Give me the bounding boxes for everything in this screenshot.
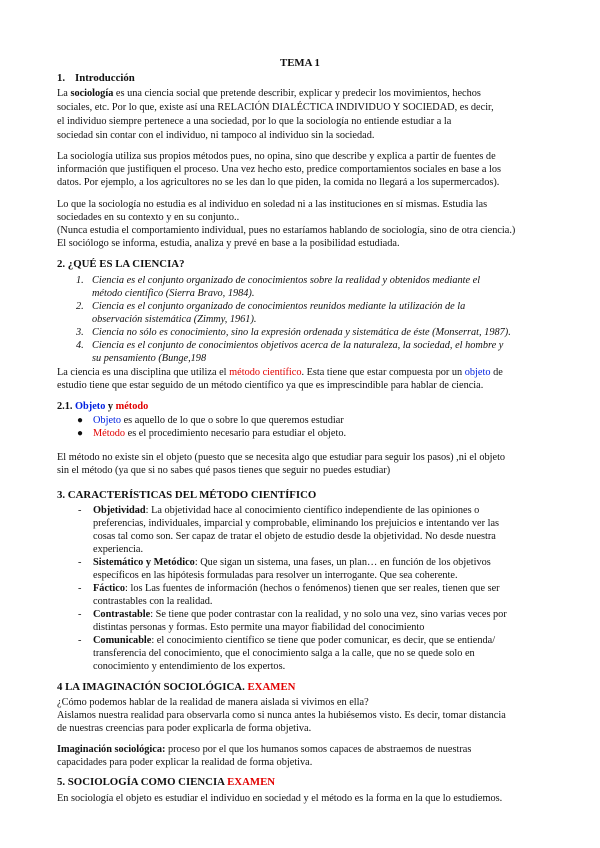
- imaginacion-def-line2: capacidades para poder explicar la realidad de forma objetiva.: [57, 757, 313, 768]
- section-4-heading: 4 LA IMAGINACIÓN SOCIOLÓGICA. EXAMEN: [57, 681, 296, 693]
- s21-para-line2: sin el método (ya que si no sabes qué pasos tienes que seguir no puedes estudiar): [57, 465, 391, 476]
- examen-tag: EXAMEN: [247, 681, 296, 693]
- contrastable-line2: distintas personas y formas. Esto permite una mayor fiabilidad del conocimiento: [93, 622, 425, 633]
- section-1-number: 1.: [57, 72, 66, 84]
- factico-line2: contrastables con la realidad.: [93, 596, 213, 607]
- examen-tag: EXAMEN: [227, 776, 276, 788]
- s1-p2-line3: datos. Por ejemplo, a los agricultores no se les dan lo que piden, la comida no llegará a los supermercados).: [57, 177, 500, 188]
- s1-p3-line3: (Nunca estudia el comportamiento individual, pues no estaríamos hablando de sociología, sino de otra ciencia.): [57, 225, 516, 236]
- dash-marker: -: [78, 635, 82, 646]
- comunicable-line2: transferencia del conocimiento, que el conocimiento salga a la calle, que no se quede solo en: [93, 648, 475, 659]
- s21-para-line1: El método no existe sin el objeto (puesto que se necesita algo que estudiar para seguir los pasos) ,ni el objeto: [57, 452, 506, 463]
- bullet-objeto: Objeto es aquello de lo que o sobre lo que queremos estudiar: [93, 415, 344, 426]
- dash-marker: -: [78, 583, 82, 594]
- def-1-line1: Ciencia es el conjunto organizado de conocimientos sobre la realidad y obtenidos mediante el: [92, 275, 481, 286]
- sistematico-line2: específicos en las hipótesis formuladas para resolver un interrogante. Que sea coherente.: [93, 570, 458, 581]
- section-1-heading: Introducción: [75, 72, 135, 84]
- objetividad-line1: Objetividad: La objetividad hace al conocimiento científico independiente de las opiniones o: [93, 505, 480, 516]
- bullet-icon: ●: [77, 428, 84, 439]
- def-1-line2: método científico (Sierra Bravo, 1984).: [92, 288, 255, 299]
- def-2-number: 2.: [76, 301, 84, 312]
- s1-p3-line4: El sociólogo se informa, estudia, analiza y prevé en base a la posibilidad estudiada.: [57, 238, 400, 249]
- s2-para-line2: estudio tiene que estar seguido de un método científico ya que es imprescindible para hablar de ciencia.: [57, 380, 484, 391]
- s1-p3-line2: sociedades en su contexto y en su conjunto..: [57, 212, 240, 223]
- s1-p2-line1: La sociología utiliza sus propios métodos pues, no opina, sino que describe y explica a partir de fuentes de: [57, 151, 496, 162]
- def-2-line1: Ciencia es el conjunto organizado de conocimientos reunidos mediante la utilización de la: [92, 301, 466, 312]
- s4-line2: Aislamos nuestra realidad para observarla como si nunca antes la hubiésemos visto. Es decir, tomar distancia: [57, 710, 506, 721]
- objeto-term: objeto: [464, 367, 491, 378]
- def-2-line2: observación sistemática (Zimmy, 1961).: [92, 314, 257, 325]
- s5-line1: En sociología el objeto es estudiar el individuo en sociedad y el método es la forma en la que lo estudiemos.: [57, 793, 503, 804]
- section-2-1-heading: 2.1. Objeto y método: [57, 401, 149, 412]
- s1-p1-line2: sociales, etc. Por lo que, existe así una RELACIÓN DIALÉCTICA INDIVIDUO Y SOCIEDAD, es decir,: [57, 102, 494, 113]
- s1-p2-line2: información que justifiquen el proceso. Una vez hecho esto, predice comportamientos sociales en base a los: [57, 164, 502, 175]
- objetividad-line2: preferencias, individuales, imparcial y comprobable, eliminando los prejuicios e intentando ver las: [93, 518, 500, 529]
- section-5-heading: 5. SOCIOLOGÍA COMO CIENCIA EXAMEN: [57, 776, 276, 788]
- bullet-icon: ●: [77, 415, 84, 426]
- sistematico-line1: Sistemático y Metódico: Que sigan un sistema, una fases, un plan… en función de los objetivos: [93, 557, 491, 568]
- factico-line1: Fáctico: los Las fuentes de información (hechos o fenómenos) tienen que ser reales, tienen que ser: [93, 583, 500, 594]
- dash-marker: -: [78, 505, 82, 516]
- comunicable-line1: Comunicable: el conocimiento científico se tiene que poder comunicar, es decir, que se entienda/: [93, 635, 496, 646]
- contrastable-line1: Contrastable: Se tiene que poder contrastar con la realidad, y no solo una vez, sino varias veces por: [93, 609, 507, 620]
- bullet-metodo: Método es el procedimiento necesario para estudiar el objeto.: [93, 428, 347, 439]
- sociologia-term: sociología: [70, 88, 114, 99]
- metodo-heading-word: método: [115, 401, 149, 412]
- s4-line1: ¿Cómo podemos hablar de la realidad de manera aislada si vivimos en ella?: [57, 697, 369, 708]
- dash-marker: -: [78, 609, 82, 620]
- def-4-line2: su pensamiento (Bunge,198: [92, 353, 207, 364]
- imaginacion-def-line1: Imaginación sociológica: proceso por el que los humanos somos capaces de abstraemos de nuestras: [57, 744, 472, 755]
- section-3-heading: 3. CARACTERÍSTICAS DEL MÉTODO CIENTÍFICO: [57, 489, 317, 501]
- def-3-line1: Ciencia no sólo es conocimiento, sino la expresión ordenada y sistemática de éste (Monserrat, 1987).: [92, 327, 511, 338]
- comunicable-line3: conocimiento y entendimiento de los expertos.: [93, 661, 286, 672]
- def-4-line1: Ciencia es el conjunto de conocimientos objetivos acerca de la naturaleza, la sociedad, el hombre y: [92, 340, 504, 351]
- dash-marker: -: [78, 557, 82, 568]
- page-title: TEMA 1: [280, 57, 320, 69]
- metodo-cientifico-term: método científico: [229, 367, 302, 378]
- def-3-number: 3.: [76, 327, 84, 338]
- s1-p3-line1: Lo que la sociología no estudia es al individuo en soledad ni a las instituciones en sí mismas. Estudia las: [57, 199, 488, 210]
- def-4-number: 4.: [76, 340, 84, 351]
- s1-p1-line3: el individuo siempre pertenece a una sociedad, por lo que la sociología no entiende estudiar a la: [57, 116, 452, 127]
- objetividad-line3: cosas tal como son. Ser capaz de tratar el objeto de estudio desde la objetividad. No desde nuestra: [93, 531, 496, 542]
- s4-line3: de nuestras creencias para poder explicarla de forma objetiva.: [57, 723, 312, 734]
- section-2-heading: 2. ¿QUÉ ES LA CIENCIA?: [57, 258, 185, 270]
- def-1-number: 1.: [76, 275, 84, 286]
- s1-p1-line1: La sociología es una ciencia social que pretende describir, explicar y predecir los movimientos, hechos: [57, 88, 481, 99]
- s2-para-line1: La ciencia es una disciplina que utiliza el método científico. Esta tiene que estar compuesta por un objeto de: [57, 367, 503, 378]
- s1-p1-line4: sociedad sin contar con el individuo, ni tampoco al individuo sin la sociedad.: [57, 130, 375, 141]
- objetividad-line4: experiencia.: [93, 544, 144, 555]
- objeto-heading-word: Objeto: [75, 401, 106, 412]
